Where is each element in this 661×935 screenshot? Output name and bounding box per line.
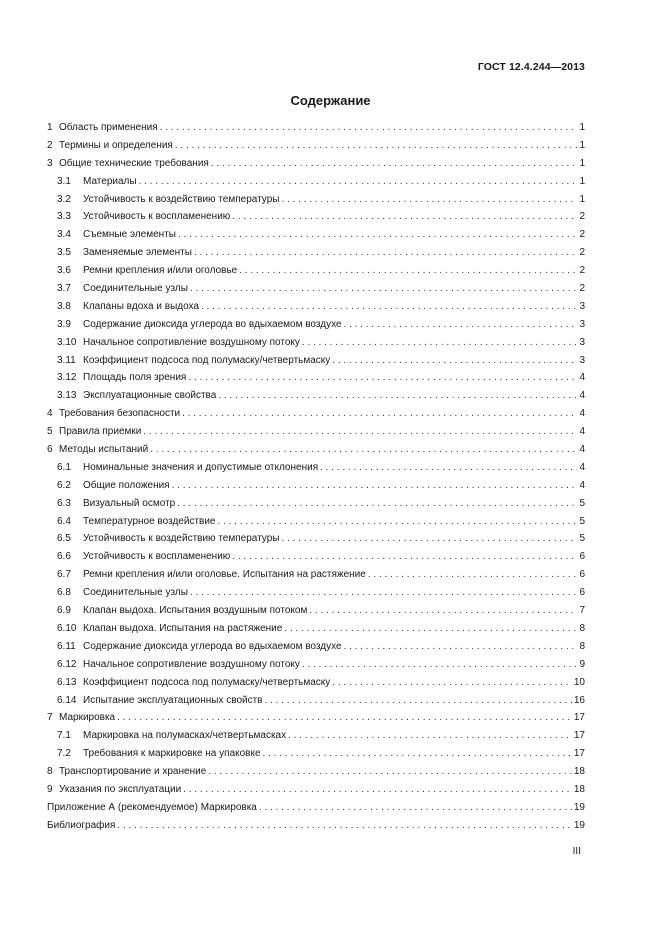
toc-dot-leader <box>344 638 578 656</box>
toc-entry[interactable] <box>47 709 585 727</box>
toc-entry-number: 4 <box>47 408 53 420</box>
toc-dot-leader <box>217 513 577 531</box>
toc-entry-label <box>57 298 199 316</box>
toc-entry-page: 17 <box>573 712 585 724</box>
toc-entry-number: 3.9 <box>57 318 71 330</box>
table-of-contents <box>47 119 585 835</box>
toc-entry-page: 18 <box>573 766 585 778</box>
toc-entry-page: 4 <box>579 390 585 402</box>
toc-dot-leader <box>177 495 577 513</box>
toc-entry-label <box>57 280 188 298</box>
toc-dot-leader <box>218 387 577 405</box>
toc-entry-page: 1 <box>579 157 585 169</box>
toc-entry-number: 6.1 <box>57 461 71 473</box>
toc-entry-label <box>57 495 175 513</box>
toc-entry-number: 3 <box>47 157 53 169</box>
toc-entry-label <box>57 244 192 262</box>
toc-entry-page: 19 <box>573 801 585 813</box>
toc-entry-number: 3.6 <box>57 265 71 277</box>
toc-entry-title: Коэффициент подсоса под полумаску/четвертьмаску <box>83 354 331 366</box>
toc-entry-title: Ремни крепления и/или оголовье. Испытания на растяжение <box>83 569 366 581</box>
toc-entry-label <box>57 477 170 495</box>
toc-entry-title: Область применения <box>59 122 158 133</box>
toc-entry-number: 6.11 <box>57 640 76 652</box>
toc-entry-number: 6.4 <box>57 515 71 527</box>
toc-entry-label <box>57 316 342 334</box>
toc-dot-leader <box>190 584 577 602</box>
toc-entry-number: 6.10 <box>57 622 77 634</box>
toc-dot-leader <box>194 244 577 262</box>
toc-entry[interactable] <box>47 692 585 710</box>
toc-entry-title: Транспортирование и хранение <box>59 766 207 778</box>
toc-entry-label <box>47 155 209 173</box>
toc-entry[interactable] <box>47 226 585 244</box>
toc-entry-page: 1 <box>579 122 585 133</box>
toc-dot-leader <box>182 405 577 423</box>
toc-entry-title: Клапаны вдоха и выдоха <box>83 300 199 312</box>
toc-entry-number: 7 <box>47 712 53 724</box>
toc-entry-title: Ремни крепления и/или оголовье <box>83 265 238 277</box>
toc-entry[interactable] <box>47 316 585 334</box>
toc-entry-title: Испытание эксплуатационных свойств <box>83 694 263 706</box>
toc-dot-leader <box>309 602 577 620</box>
toc-entry-page: 4 <box>579 372 585 384</box>
toc-entry-number: 3.7 <box>57 283 71 295</box>
toc-dot-leader <box>320 459 577 477</box>
toc-dot-leader <box>332 352 577 370</box>
toc-entry-page: 10 <box>573 676 585 688</box>
toc-entry-number: 7.1 <box>57 730 71 742</box>
toc-entry-number: 7.2 <box>57 748 71 760</box>
toc-entry-page: 16 <box>573 694 585 706</box>
toc-entry-number: 3.12 <box>57 372 77 384</box>
toc-entry-number: 6.12 <box>57 658 77 670</box>
toc-dot-leader <box>344 316 578 334</box>
toc-entry-title: Требования безопасности <box>59 408 181 420</box>
toc-entry-label <box>47 817 115 835</box>
toc-entry[interactable] <box>47 262 585 280</box>
toc-entry-page: 2 <box>579 211 585 223</box>
toc-entry-page: 1 <box>579 193 585 205</box>
toc-entry-title: Начальное сопротивление воздушному потоку <box>83 658 300 670</box>
toc-entry[interactable] <box>47 817 585 835</box>
toc-entry-label <box>47 137 173 155</box>
toc-entry-title: Соединительные узлы <box>83 283 188 295</box>
toc-entry[interactable] <box>47 584 585 602</box>
toc-entry-label <box>57 387 216 405</box>
toc-entry-page: 4 <box>579 461 585 473</box>
toc-entry[interactable] <box>47 727 585 745</box>
toc-entry-page: 2 <box>579 283 585 295</box>
toc-entry-title: Устойчивость к воспламенению <box>83 211 231 223</box>
toc-entry[interactable] <box>47 674 585 692</box>
toc-entry-page: 9 <box>579 658 585 670</box>
toc-dot-leader <box>302 656 578 674</box>
toc-entry-title: Приложение А (рекомендуемое) Маркировка <box>47 801 257 813</box>
toc-entry-label <box>57 602 307 620</box>
toc-entry-title: Соединительные узлы <box>83 587 188 599</box>
toc-entry-number: 6.14 <box>57 694 77 706</box>
toc-entry-title: Площадь поля зрения <box>83 372 187 384</box>
toc-entry-page: 2 <box>579 229 585 241</box>
toc-entry-label <box>47 709 115 727</box>
toc-entry[interactable] <box>47 244 585 262</box>
toc-title: Содержание <box>290 93 371 108</box>
toc-entry-page: 4 <box>579 479 585 491</box>
toc-entry[interactable] <box>47 602 585 620</box>
toc-dot-leader <box>178 226 577 244</box>
toc-entry-number: 3.11 <box>57 354 76 366</box>
toc-dot-leader <box>281 530 577 548</box>
toc-entry-label <box>47 405 180 423</box>
toc-entry-title: Коэффициент подсоса под полумаску/четвертьмаску <box>83 676 331 688</box>
toc-entry-label <box>57 674 330 692</box>
toc-dot-leader <box>284 620 577 638</box>
toc-entry[interactable] <box>47 638 585 656</box>
toc-entry-number: 6.7 <box>57 569 71 581</box>
toc-dot-leader <box>302 334 578 352</box>
toc-dot-leader <box>160 119 578 137</box>
toc-entry-page: 5 <box>579 533 585 545</box>
toc-entry-number: 2 <box>47 139 53 151</box>
toc-dot-leader <box>232 548 577 566</box>
toc-entry-number: 6.3 <box>57 497 71 509</box>
toc-entry-title: Маркировка <box>59 712 116 724</box>
toc-entry-label <box>47 423 141 441</box>
toc-dot-leader <box>211 155 578 173</box>
toc-entry-number: 6.8 <box>57 587 71 599</box>
toc-entry-label <box>57 226 176 244</box>
toc-entry-label <box>57 548 230 566</box>
toc-dot-leader <box>172 477 578 495</box>
toc-entry-number: 3.5 <box>57 247 71 259</box>
toc-dot-leader <box>265 692 572 710</box>
standard-code: ГОСТ 12.4.244—2013 <box>477 61 585 73</box>
toc-entry-title: Устойчивость к воздействию температуры <box>83 193 280 205</box>
toc-entry[interactable] <box>47 781 585 799</box>
toc-entry-page: 4 <box>579 408 585 420</box>
toc-entry-title: Номинальные значения и допустимые отклонения <box>83 461 319 473</box>
toc-entry[interactable] <box>47 298 585 316</box>
toc-entry-title: Термины и определения <box>59 139 173 151</box>
toc-entry-number: 5 <box>47 426 53 438</box>
toc-dot-leader <box>288 727 572 745</box>
toc-entry-page: 2 <box>579 247 585 259</box>
toc-entry-page: 3 <box>579 354 585 366</box>
toc-entry-number: 6.6 <box>57 551 71 563</box>
toc-entry-page: 7 <box>579 605 585 617</box>
toc-entry-title: Методы испытаний <box>59 444 149 456</box>
toc-entry-page: 2 <box>579 265 585 277</box>
toc-entry-number: 3.4 <box>57 229 71 241</box>
toc-entry-title: Клапан выдоха. Испытания воздушным потоком <box>83 605 308 617</box>
toc-dot-leader <box>183 781 572 799</box>
toc-entry[interactable] <box>47 352 585 370</box>
toc-entry-page: 3 <box>579 300 585 312</box>
toc-entry-label <box>57 262 237 280</box>
toc-entry[interactable] <box>47 173 585 191</box>
toc-entry-label <box>47 763 206 781</box>
toc-dot-leader <box>117 709 572 727</box>
toc-entry-label <box>57 727 286 745</box>
toc-entry-title: Требования к маркировке на упаковке <box>83 748 261 760</box>
toc-entry[interactable] <box>47 441 585 459</box>
toc-entry-number: 3.1 <box>57 175 71 187</box>
toc-dot-leader <box>190 280 577 298</box>
toc-entry-label <box>57 566 366 584</box>
toc-entry-number: 3.2 <box>57 193 71 205</box>
toc-entry-label <box>47 781 181 799</box>
toc-dot-leader <box>259 799 572 817</box>
toc-entry-number: 3.10 <box>57 336 77 348</box>
toc-entry-number: 3.8 <box>57 300 71 312</box>
toc-entry[interactable] <box>47 530 585 548</box>
toc-entry-title: Указания по эксплуатации <box>59 783 182 795</box>
toc-entry-page: 6 <box>579 569 585 581</box>
toc-entry-label <box>57 656 300 674</box>
toc-entry-title: Содержание диоксида углерода во вдыхаемом воздухе <box>83 318 342 330</box>
toc-entry[interactable] <box>47 191 585 209</box>
toc-entry-label <box>57 173 137 191</box>
toc-entry-label <box>57 530 279 548</box>
toc-entry-number: 3.3 <box>57 211 71 223</box>
toc-entry[interactable] <box>47 745 585 763</box>
toc-entry-label <box>57 692 263 710</box>
toc-dot-leader <box>232 208 577 226</box>
toc-entry-page: 19 <box>573 819 585 831</box>
toc-entry-page: 1 <box>579 139 585 151</box>
toc-dot-leader <box>332 674 572 692</box>
toc-entry-number: 1 <box>47 122 53 133</box>
toc-entry-number: 8 <box>47 766 53 778</box>
toc-entry-title: Маркировка на полумасках/четвертьмасках <box>83 730 287 742</box>
toc-entry[interactable] <box>47 477 585 495</box>
toc-entry-page: 6 <box>579 551 585 563</box>
toc-entry[interactable] <box>47 763 585 781</box>
toc-entry[interactable] <box>47 334 585 352</box>
toc-dot-leader <box>188 369 577 387</box>
toc-entry-label <box>57 620 282 638</box>
toc-entry-label <box>57 745 261 763</box>
toc-entry-label <box>57 191 279 209</box>
toc-entry-title: Начальное сопротивление воздушному потоку <box>83 336 300 348</box>
toc-dot-leader <box>150 441 577 459</box>
toc-entry-label <box>47 119 158 137</box>
toc-entry-label <box>47 441 148 459</box>
toc-entry[interactable] <box>47 566 585 584</box>
toc-dot-leader <box>281 191 577 209</box>
toc-entry-page: 18 <box>573 783 585 795</box>
toc-entry[interactable] <box>47 423 585 441</box>
toc-entry-label <box>57 584 188 602</box>
toc-entry-number: 9 <box>47 783 53 795</box>
toc-entry-page: 4 <box>579 426 585 438</box>
toc-entry-label <box>57 513 215 531</box>
toc-entry-page: 5 <box>579 515 585 527</box>
toc-entry-page: 4 <box>579 444 585 456</box>
toc-entry-title: Библиография <box>47 819 116 831</box>
toc-entry-title: Визуальный осмотр <box>83 497 176 509</box>
toc-entry[interactable] <box>47 799 585 817</box>
toc-entry-label <box>57 334 300 352</box>
toc-dot-leader <box>117 817 571 835</box>
toc-entry[interactable] <box>47 155 585 173</box>
toc-entry-page: 1 <box>579 175 585 187</box>
toc-entry-label <box>57 459 318 477</box>
toc-entry[interactable] <box>47 459 585 477</box>
toc-entry[interactable] <box>47 387 585 405</box>
toc-dot-leader <box>208 763 572 781</box>
toc-entry-page: 17 <box>573 730 585 742</box>
toc-entry-number: 3.13 <box>57 390 77 402</box>
toc-dot-leader <box>368 566 578 584</box>
toc-dot-leader <box>263 745 572 763</box>
toc-entry[interactable] <box>47 620 585 638</box>
toc-entry-number: 6.5 <box>57 533 71 545</box>
toc-entry[interactable] <box>47 369 585 387</box>
toc-entry-page: 5 <box>579 497 585 509</box>
toc-dot-leader <box>175 137 578 155</box>
toc-entry[interactable] <box>47 137 585 155</box>
toc-entry-page: 17 <box>573 748 585 760</box>
toc-entry-title: Температурное воздействие <box>83 515 216 527</box>
toc-entry-page: 3 <box>579 336 585 348</box>
toc-entry-label <box>47 799 257 817</box>
toc-entry-title: Общие положения <box>83 479 170 491</box>
toc-entry-page: 3 <box>579 318 585 330</box>
toc-entry[interactable] <box>47 405 585 423</box>
toc-entry-title: Устойчивость к воспламенению <box>83 551 231 563</box>
toc-entry-title: Съемные элементы <box>83 229 176 241</box>
toc-dot-leader <box>143 423 577 441</box>
toc-entry[interactable] <box>47 119 585 137</box>
toc-entry-title: Эксплуатационные свойства <box>83 390 217 402</box>
toc-entry-title: Содержание диоксида углерода во вдыхаемом воздухе <box>83 640 342 652</box>
toc-entry-page: 8 <box>579 640 585 652</box>
toc-entry-number: 6.13 <box>57 676 77 688</box>
toc-entry-number: 6.9 <box>57 605 71 617</box>
toc-entry-title: Заменяемые элементы <box>83 247 192 259</box>
toc-entry-label <box>57 369 186 387</box>
toc-entry-title: Материалы <box>83 175 137 187</box>
toc-dot-leader <box>139 173 578 191</box>
toc-entry-label <box>57 352 330 370</box>
toc-entry[interactable] <box>47 513 585 531</box>
toc-entry[interactable] <box>47 656 585 674</box>
toc-entry-label <box>57 208 230 226</box>
page-folio: III <box>572 846 581 857</box>
toc-entry-page: 8 <box>579 622 585 634</box>
toc-entry-title: Клапан выдоха. Испытания на растяжение <box>83 622 283 634</box>
toc-entry-number: 6 <box>47 444 53 456</box>
toc-entry[interactable] <box>47 208 585 226</box>
toc-entry-title: Правила приемки <box>59 426 142 438</box>
toc-entry-page: 6 <box>579 587 585 599</box>
toc-entry-title: Общие технические требования <box>59 157 209 169</box>
toc-dot-leader <box>239 262 577 280</box>
toc-entry-number: 6.2 <box>57 479 71 491</box>
toc-entry-title: Устойчивость к воздействию температуры <box>83 533 280 545</box>
toc-entry-label <box>57 638 342 656</box>
toc-entry[interactable] <box>47 548 585 566</box>
toc-entry[interactable] <box>47 280 585 298</box>
toc-entry[interactable] <box>47 495 585 513</box>
toc-dot-leader <box>201 298 577 316</box>
